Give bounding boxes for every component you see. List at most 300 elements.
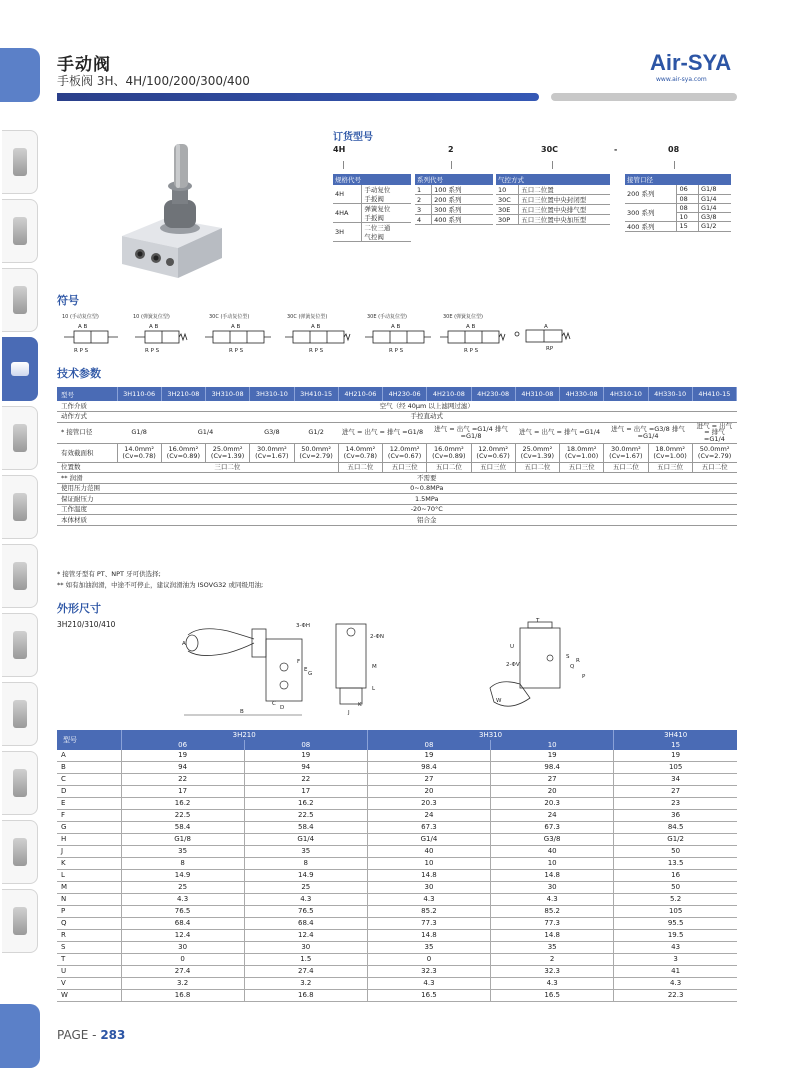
side-nav-item-filter[interactable] bbox=[2, 130, 38, 194]
model-header: 4H230-06 bbox=[383, 387, 427, 401]
dims-cell: 14.8 bbox=[367, 870, 490, 882]
dims-cell: G1/4 bbox=[367, 834, 490, 846]
tech-area: 18.0mm² (Cv=1.00) bbox=[560, 443, 604, 462]
symbols-title: 符号 bbox=[57, 294, 79, 307]
drawing-front-view bbox=[330, 618, 388, 718]
side-nav-item-elbow[interactable] bbox=[2, 751, 38, 815]
side-nav-item-hand-valve[interactable] bbox=[2, 337, 38, 401]
dims-row-label: D bbox=[57, 786, 121, 798]
dims-size-header: 10 bbox=[491, 740, 614, 750]
cylinder-icon bbox=[13, 562, 27, 590]
dims-cell: 40 bbox=[491, 846, 614, 858]
side-nav-item-solenoid[interactable] bbox=[2, 406, 38, 470]
spec-desc: 手扳阀 bbox=[362, 213, 411, 223]
side-nav bbox=[2, 130, 40, 958]
dims-cell: 16.8 bbox=[121, 990, 244, 1002]
dims-cell: G1/2 bbox=[614, 834, 737, 846]
tech-position: 三口二位 bbox=[117, 462, 338, 473]
spec-code: 4H bbox=[333, 185, 362, 204]
header-bar-grey bbox=[551, 93, 737, 101]
dims-cell: 19 bbox=[121, 750, 244, 762]
tech-value: 铝合金 bbox=[117, 515, 737, 526]
spec-desc: 二位三通 bbox=[364, 224, 391, 232]
model-header: 4H310-08 bbox=[515, 387, 559, 401]
dims-row-label: A bbox=[57, 750, 121, 762]
svg-text:R P S: R P S bbox=[464, 348, 479, 354]
dims-group-header: 3H310 bbox=[367, 730, 613, 740]
tech-table bbox=[57, 387, 737, 526]
dims-cell: 68.4 bbox=[244, 918, 367, 930]
dims-cell: 30 bbox=[367, 882, 490, 894]
side-nav-item-fitting[interactable] bbox=[2, 268, 38, 332]
side-nav-item-regulator[interactable] bbox=[2, 199, 38, 263]
dims-cell: 22.5 bbox=[244, 810, 367, 822]
spec-desc: 气控阀 bbox=[362, 232, 411, 242]
dims-row-label: E bbox=[57, 798, 121, 810]
accessory-icon bbox=[13, 907, 27, 935]
dims-cell: 25 bbox=[121, 882, 244, 894]
dims-row bbox=[57, 918, 737, 930]
dimensions-title: 外形尺寸 bbox=[57, 602, 101, 615]
dims-row bbox=[57, 870, 737, 882]
dims-row-label: F bbox=[57, 810, 121, 822]
tech-port: 进气 = 出气 = 排气 =G1/8 bbox=[338, 422, 427, 443]
tech-port: G3/8 bbox=[250, 422, 294, 443]
dims-size-header: 08 bbox=[244, 740, 367, 750]
model-header: 3H410-15 bbox=[294, 387, 338, 401]
svg-text:J: J bbox=[348, 710, 350, 716]
dims-group-header: 3H210 bbox=[121, 730, 367, 740]
dims-row bbox=[57, 882, 737, 894]
dims-cell: 14.8 bbox=[491, 870, 614, 882]
svg-text:2-ΦV: 2-ΦV bbox=[506, 662, 520, 668]
svg-text:A: A bbox=[544, 324, 548, 330]
dims-cell: 30 bbox=[244, 942, 367, 954]
tech-position: 五口二位 bbox=[338, 462, 382, 473]
dims-cell: 85.2 bbox=[367, 906, 490, 918]
dims-cell: 0 bbox=[121, 954, 244, 966]
dims-size-header: 15 bbox=[614, 740, 737, 750]
tech-position: 五口二位 bbox=[692, 462, 736, 473]
tech-port: G1/4 bbox=[161, 422, 250, 443]
chapter-tab[interactable] bbox=[0, 48, 40, 102]
dims-cell: 10 bbox=[367, 858, 490, 870]
control-header: 气控方式 bbox=[496, 174, 610, 185]
header-bar bbox=[57, 93, 539, 101]
control-desc: 五口三位置中央封闭型 bbox=[519, 195, 610, 205]
valve-symbol-10-manual bbox=[62, 322, 122, 354]
svg-text:R: R bbox=[576, 658, 580, 664]
svg-text:C: C bbox=[272, 701, 276, 707]
dims-cell: 41 bbox=[614, 966, 737, 978]
dims-cell: 22 bbox=[244, 774, 367, 786]
dims-row bbox=[57, 762, 737, 774]
spec-code-table bbox=[333, 174, 411, 242]
series-header: 系列代号 bbox=[415, 174, 493, 185]
dims-cell: 85.2 bbox=[491, 906, 614, 918]
dims-cell: 16 bbox=[614, 870, 737, 882]
dims-cell: 58.4 bbox=[244, 822, 367, 834]
dims-cell: 3.2 bbox=[244, 978, 367, 990]
valve-symbol-30c-manual bbox=[205, 322, 271, 354]
dims-row bbox=[57, 750, 737, 762]
spec-desc: 弹簧复位 bbox=[364, 205, 391, 213]
dims-cell: 16.5 bbox=[367, 990, 490, 1002]
dims-row bbox=[57, 786, 737, 798]
tech-area: 25.0mm² (Cv=1.39) bbox=[515, 443, 559, 462]
order-code-series: 2 bbox=[448, 145, 454, 154]
series-name: 100 系列 bbox=[432, 185, 493, 195]
dims-cell: 50 bbox=[614, 882, 737, 894]
dims-row bbox=[57, 954, 737, 966]
tech-row-label: 动作方式 bbox=[57, 412, 117, 423]
dims-cell: 4.3 bbox=[244, 894, 367, 906]
svg-text:A B: A B bbox=[311, 324, 321, 330]
dims-row bbox=[57, 978, 737, 990]
tech-value: 手控直动式 bbox=[117, 412, 737, 423]
tech-value: 不需要 bbox=[117, 473, 737, 484]
dims-cell: 20 bbox=[491, 786, 614, 798]
dims-row bbox=[57, 858, 737, 870]
dims-cell: 27 bbox=[367, 774, 490, 786]
symbol-label: 30C (弹簧复位型) bbox=[287, 314, 328, 320]
model-header: 3H310-10 bbox=[250, 387, 294, 401]
tech-port: G1/8 bbox=[117, 422, 161, 443]
dims-cell: 4.3 bbox=[491, 894, 614, 906]
page-subtitle: 手板阀 3H、4H/100/200/300/400 bbox=[57, 74, 250, 88]
dims-cell: 4.3 bbox=[367, 894, 490, 906]
dims-row bbox=[57, 906, 737, 918]
dims-cell: 14.8 bbox=[367, 930, 490, 942]
dims-row-label: B bbox=[57, 762, 121, 774]
tech-row-label: 本体材质 bbox=[57, 515, 117, 526]
dims-cell: 12.4 bbox=[121, 930, 244, 942]
series-name: 200 系列 bbox=[432, 195, 493, 205]
dims-cell: 20 bbox=[367, 786, 490, 798]
drawing-side-view bbox=[180, 615, 320, 721]
footnote: * 接管牙型有 PT、NPT 牙可供选择; bbox=[57, 570, 161, 578]
dims-row bbox=[57, 810, 737, 822]
port-code-table bbox=[625, 174, 731, 232]
page-title: 手动阀 bbox=[57, 55, 111, 75]
dims-row-label: G bbox=[57, 822, 121, 834]
dims-cell: 32.3 bbox=[491, 966, 614, 978]
dims-size-header: 06 bbox=[121, 740, 244, 750]
port-size: G1/4 bbox=[699, 203, 732, 212]
page-prefix: PAGE - bbox=[57, 1028, 101, 1042]
tech-value: -20~70°C bbox=[117, 504, 737, 515]
dims-cell: 27 bbox=[614, 786, 737, 798]
port-code: 10 bbox=[677, 212, 699, 221]
port-series: 200 系列 bbox=[625, 185, 677, 203]
control-code: 10 bbox=[496, 185, 519, 195]
dims-cell: 4.3 bbox=[491, 978, 614, 990]
dims-cell: 35 bbox=[491, 942, 614, 954]
svg-text:S: S bbox=[566, 654, 570, 660]
series-name: 300 系列 bbox=[432, 205, 493, 215]
svg-text:A: A bbox=[182, 641, 186, 647]
tech-area: 50.0mm² (Cv=2.79) bbox=[294, 443, 338, 462]
dims-row-label: K bbox=[57, 858, 121, 870]
footnote: ** 如有加油润滑，中途不可停止，建议润滑油为 ISOVG32 或同级用油; bbox=[57, 581, 264, 589]
dims-row bbox=[57, 798, 737, 810]
dims-cell: 16.2 bbox=[244, 798, 367, 810]
series-code: 1 bbox=[415, 185, 432, 195]
product-photo bbox=[118, 138, 248, 284]
dims-row bbox=[57, 834, 737, 846]
dims-cell: 40 bbox=[367, 846, 490, 858]
port-size: G3/8 bbox=[699, 212, 732, 221]
control-code: 30C bbox=[496, 195, 519, 205]
dims-cell: G1/4 bbox=[244, 834, 367, 846]
port-series: 400 系列 bbox=[625, 221, 677, 231]
dims-cell: G3/8 bbox=[491, 834, 614, 846]
dims-row bbox=[57, 966, 737, 978]
dims-cell: 20.3 bbox=[491, 798, 614, 810]
dims-cell: 22 bbox=[121, 774, 244, 786]
spec-desc: 手动复位 bbox=[364, 186, 391, 194]
model-header: 4H210-06 bbox=[338, 387, 382, 401]
dims-cell: 30 bbox=[121, 942, 244, 954]
dims-cell: 98.4 bbox=[491, 762, 614, 774]
order-code-control: 30C bbox=[541, 145, 559, 154]
dims-cell: 3 bbox=[614, 954, 737, 966]
tech-area: 12.0mm² (Cv=0.67) bbox=[383, 443, 427, 462]
manifold-icon bbox=[13, 700, 27, 728]
svg-text:W: W bbox=[496, 698, 502, 704]
model-header: 4H410-15 bbox=[692, 387, 736, 401]
dims-cell: 16.8 bbox=[244, 990, 367, 1002]
side-nav-item-valve[interactable] bbox=[2, 475, 38, 539]
tech-area: 14.0mm² (Cv=0.78) bbox=[338, 443, 382, 462]
dims-cell: 25 bbox=[244, 882, 367, 894]
dims-row bbox=[57, 990, 737, 1002]
solenoid-icon bbox=[13, 424, 27, 452]
svg-text:A B: A B bbox=[149, 324, 159, 330]
tech-area: 18.0mm² (Cv=1.00) bbox=[648, 443, 692, 462]
tech-area: 50.0mm² (Cv=2.79) bbox=[692, 443, 736, 462]
fitting-icon bbox=[13, 286, 27, 314]
spec-code: 4HA bbox=[333, 204, 362, 223]
dims-row-label: J bbox=[57, 846, 121, 858]
dims-cell: 17 bbox=[121, 786, 244, 798]
hand-valve-icon bbox=[11, 362, 29, 376]
tech-title: 技术参数 bbox=[57, 367, 101, 380]
dims-row bbox=[57, 942, 737, 954]
port-size: G1/2 bbox=[699, 221, 732, 231]
svg-text:R P S: R P S bbox=[309, 348, 324, 354]
tech-row-label: 位置数 bbox=[57, 462, 117, 473]
tech-header-label: 型号 bbox=[57, 387, 117, 401]
dims-cell: 105 bbox=[614, 762, 737, 774]
spec-code: 3H bbox=[333, 223, 362, 242]
dims-cell: 67.3 bbox=[491, 822, 614, 834]
port-header: 接管口径 bbox=[625, 174, 731, 185]
side-nav-item-accessory[interactable] bbox=[2, 889, 38, 953]
order-code-dash: - bbox=[614, 145, 618, 154]
dims-cell: 1.5 bbox=[244, 954, 367, 966]
tech-position: 五口三位 bbox=[648, 462, 692, 473]
dims-cell: 94 bbox=[121, 762, 244, 774]
svg-text:T: T bbox=[536, 618, 540, 624]
port-size: G1/8 bbox=[699, 185, 732, 194]
tech-position: 五口三位 bbox=[560, 462, 604, 473]
dims-cell: 105 bbox=[614, 906, 737, 918]
dims-cell: 35 bbox=[367, 942, 490, 954]
svg-text:A B: A B bbox=[78, 324, 88, 330]
dims-cell: 43 bbox=[614, 942, 737, 954]
tech-row-label: * 接管口径 bbox=[57, 422, 117, 443]
svg-text:A B: A B bbox=[391, 324, 401, 330]
svg-text:K: K bbox=[358, 702, 362, 708]
dims-cell: 76.5 bbox=[121, 906, 244, 918]
dims-row-label: V bbox=[57, 978, 121, 990]
silencer-icon bbox=[13, 838, 27, 866]
dims-cell: 35 bbox=[121, 846, 244, 858]
tech-area: 30.0mm² (Cv=1.67) bbox=[250, 443, 294, 462]
order-tick bbox=[674, 161, 675, 169]
dims-size-header: 08 bbox=[367, 740, 490, 750]
dims-cell: 8 bbox=[121, 858, 244, 870]
dims-cell: 16.2 bbox=[121, 798, 244, 810]
dims-header-label: 型号 bbox=[57, 730, 121, 750]
dims-cell: 68.4 bbox=[121, 918, 244, 930]
dims-row-label: M bbox=[57, 882, 121, 894]
drawing-top-view bbox=[470, 618, 600, 720]
dims-cell: 17 bbox=[244, 786, 367, 798]
regulator-icon bbox=[13, 217, 27, 245]
dims-cell: 3.2 bbox=[121, 978, 244, 990]
elbow-icon bbox=[13, 769, 27, 797]
tech-position: 五口三位 bbox=[383, 462, 427, 473]
order-tick bbox=[343, 161, 344, 169]
series-code: 3 bbox=[415, 205, 432, 215]
dims-cell: 27 bbox=[491, 774, 614, 786]
dimensions-subtitle: 3H210/310/410 bbox=[57, 620, 116, 629]
dims-cell: 4.3 bbox=[121, 894, 244, 906]
order-tick bbox=[451, 161, 452, 169]
side-nav-item-cylinder[interactable] bbox=[2, 544, 38, 608]
side-nav-item-switch[interactable] bbox=[2, 613, 38, 677]
tech-area: 30.0mm² (Cv=1.67) bbox=[604, 443, 648, 462]
tech-value: 空气（经 40μm 以上滤网过滤） bbox=[117, 401, 737, 412]
tech-row-label: 工作温度 bbox=[57, 504, 117, 515]
tech-port: G1/2 bbox=[294, 422, 338, 443]
svg-text:A B: A B bbox=[466, 324, 476, 330]
dims-row-label: Q bbox=[57, 918, 121, 930]
dims-cell: 10 bbox=[491, 858, 614, 870]
svg-text:3-ΦH: 3-ΦH bbox=[296, 623, 310, 629]
dims-cell: 22.5 bbox=[121, 810, 244, 822]
tech-port: 进气 = 出气 = 排气 =G1/4 bbox=[692, 422, 736, 443]
dims-cell: 32.3 bbox=[367, 966, 490, 978]
dims-cell: 19.5 bbox=[614, 930, 737, 942]
dims-cell: 20.3 bbox=[367, 798, 490, 810]
spec-code-header: 规格代号 bbox=[333, 174, 411, 185]
svg-text:R P S: R P S bbox=[145, 348, 160, 354]
svg-text:G: G bbox=[308, 671, 313, 677]
tech-area: 25.0mm² (Cv=1.39) bbox=[206, 443, 250, 462]
tech-row-label: 工作介质 bbox=[57, 401, 117, 412]
dims-cell: 19 bbox=[614, 750, 737, 762]
dims-group-header: 3H410 bbox=[614, 730, 737, 740]
svg-text:Q: Q bbox=[570, 664, 575, 670]
svg-text:E: E bbox=[304, 667, 308, 673]
svg-text:D: D bbox=[280, 705, 285, 711]
svg-text:F: F bbox=[297, 659, 301, 665]
port-code: 15 bbox=[677, 221, 699, 231]
dims-cell: 36 bbox=[614, 810, 737, 822]
order-title: 订货型号 bbox=[333, 132, 373, 143]
dims-cell: 98.4 bbox=[367, 762, 490, 774]
symbol-label: 30E (手动复位型) bbox=[367, 314, 408, 320]
svg-text:R P S: R P S bbox=[229, 348, 244, 354]
svg-text:B: B bbox=[240, 709, 244, 715]
svg-text:R P S: R P S bbox=[74, 348, 89, 354]
chapter-tab-bottom[interactable] bbox=[0, 1004, 40, 1068]
order-tick bbox=[552, 161, 553, 169]
dims-cell: 12.4 bbox=[244, 930, 367, 942]
dims-cell: 24 bbox=[491, 810, 614, 822]
dims-cell: 95.5 bbox=[614, 918, 737, 930]
symbol-label: 30E (弹簧复位型) bbox=[443, 314, 484, 320]
side-nav-item-silencer[interactable] bbox=[2, 820, 38, 884]
order-code-spec: 4H bbox=[333, 145, 346, 154]
dims-cell: 14.9 bbox=[121, 870, 244, 882]
spec-desc: 手扳阀 bbox=[362, 194, 411, 204]
tech-port: 进气 = 出气 =G1/4 排气 =G1/8 bbox=[427, 422, 516, 443]
svg-text:L: L bbox=[372, 686, 376, 692]
dims-cell: 16.5 bbox=[491, 990, 614, 1002]
tech-area: 16.0mm² (Cv=0.89) bbox=[161, 443, 205, 462]
dims-row-label: P bbox=[57, 906, 121, 918]
tech-position: 五口三位 bbox=[471, 462, 515, 473]
svg-text:RP: RP bbox=[546, 346, 554, 352]
dims-cell: 19 bbox=[367, 750, 490, 762]
dims-cell: 77.3 bbox=[491, 918, 614, 930]
model-header: 4H210-08 bbox=[427, 387, 471, 401]
dims-cell: 4.3 bbox=[614, 978, 737, 990]
order-code-port: 08 bbox=[668, 145, 680, 154]
side-nav-item-manifold[interactable] bbox=[2, 682, 38, 746]
tech-row-label: ** 润滑 bbox=[57, 473, 117, 484]
port-series: 300 系列 bbox=[625, 203, 677, 221]
tech-position: 五口二位 bbox=[515, 462, 559, 473]
dims-cell: 13.5 bbox=[614, 858, 737, 870]
port-code: 08 bbox=[677, 194, 699, 203]
valve-symbol-10-spring bbox=[133, 322, 193, 354]
svg-text:2-ΦN: 2-ΦN bbox=[370, 634, 384, 640]
dims-cell: 67.3 bbox=[367, 822, 490, 834]
dims-row-label: S bbox=[57, 942, 121, 954]
dims-row-label: R bbox=[57, 930, 121, 942]
svg-text:P: P bbox=[582, 674, 586, 680]
filter-icon bbox=[13, 148, 27, 176]
dims-row bbox=[57, 930, 737, 942]
dims-row-label: U bbox=[57, 966, 121, 978]
dims-row bbox=[57, 846, 737, 858]
dims-cell: 94 bbox=[244, 762, 367, 774]
tech-area: 16.0mm² (Cv=0.89) bbox=[427, 443, 471, 462]
series-name: 400 系列 bbox=[432, 215, 493, 225]
port-code: 06 bbox=[677, 185, 699, 194]
dims-cell: 34 bbox=[614, 774, 737, 786]
dims-cell: 0 bbox=[367, 954, 490, 966]
tech-row-label: 保证耐压力 bbox=[57, 494, 117, 505]
dims-cell: 84.5 bbox=[614, 822, 737, 834]
svg-text:R P S: R P S bbox=[389, 348, 404, 354]
dims-row-label: T bbox=[57, 954, 121, 966]
